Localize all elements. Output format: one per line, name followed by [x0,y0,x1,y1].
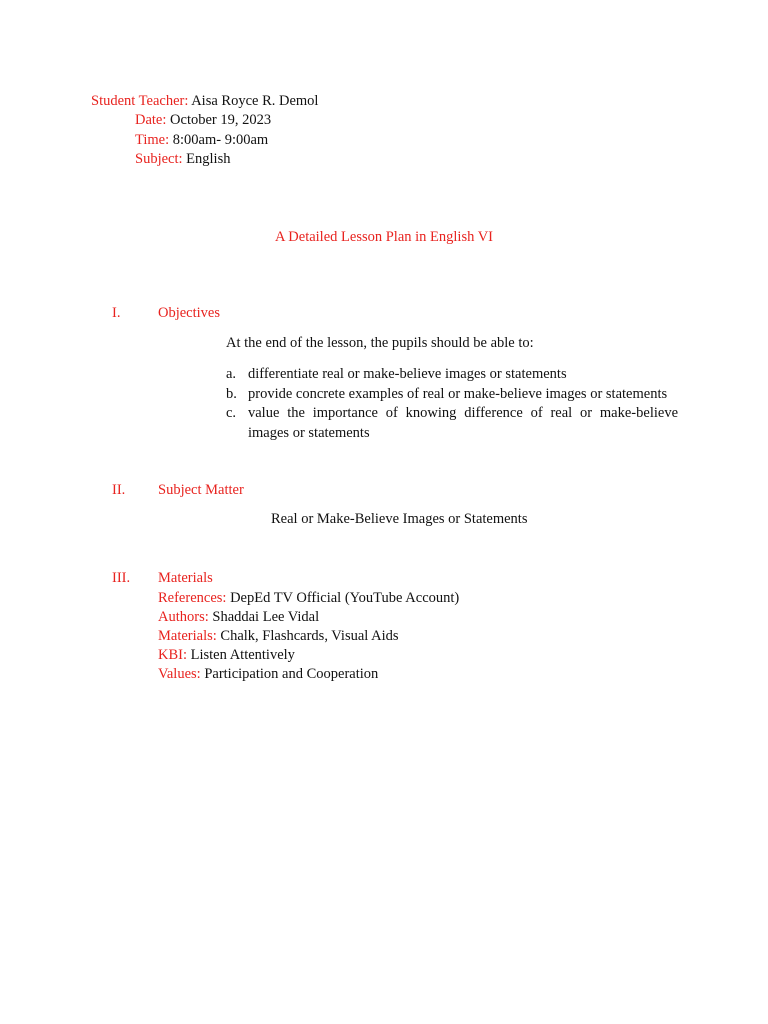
document-title: A Detailed Lesson Plan in English VI [274,229,494,245]
time-value: 8:00am- 9:00am [172,132,269,148]
authors-line [158,608,319,627]
subject-matter-numeral: II. [112,482,126,498]
subject-matter-heading: Subject Matter [158,482,244,498]
kbi-line [158,646,295,665]
list-item-text: value the importance of knowing difference of real or make-believe images or statements [248,405,678,441]
student-teacher-line [91,92,318,111]
date-label: Date: [135,112,167,128]
references-line [158,589,459,608]
materials-numeral: III. [112,570,131,586]
objectives-intro: At the end of the lesson, the pupils should be able to: [226,335,534,351]
list-item-mark: c. [226,405,237,421]
materials-label: Materials: [158,628,217,644]
authors-value: Shaddai Lee Vidal [212,609,320,625]
subject-matter-content: Real or Make-Believe Images or Statements [271,511,528,527]
references-value: DepEd TV Official (YouTube Account) [230,590,460,606]
list-item-text: differentiate real or make-believe images or statements [248,366,567,382]
list-item [226,404,678,443]
values-label: Values: [158,666,201,682]
time-label: Time: [135,132,170,148]
kbi-value: Listen Attentively [190,647,295,663]
materials-line [158,627,399,646]
references-label: References: [158,590,227,606]
kbi-label: KBI: [158,647,187,663]
objectives-heading: Objectives [158,305,221,321]
values-value: Participation and Cooperation [204,666,379,682]
values-line [158,665,378,684]
authors-label: Authors: [158,609,209,625]
subject-value: English [186,151,231,167]
date-value: October 19, 2023 [170,112,272,128]
materials-heading: Materials [158,570,213,586]
list-item [226,365,678,385]
subject-label: Subject: [135,151,183,167]
list-item-mark: a. [226,366,237,382]
subject-line [135,150,230,169]
student-teacher-value: Aisa Royce R. Demol [191,93,319,109]
list-item [226,385,678,405]
list-item-text: provide concrete examples of real or make-believe images or statements [248,385,668,402]
time-line [135,131,268,150]
date-line [135,111,271,130]
objectives-numeral: I. [112,305,121,321]
list-item-mark: b. [226,385,237,402]
materials-value: Chalk, Flashcards, Visual Aids [220,628,399,644]
objectives-list [226,365,678,443]
student-teacher-label: Student Teacher: [91,93,189,109]
